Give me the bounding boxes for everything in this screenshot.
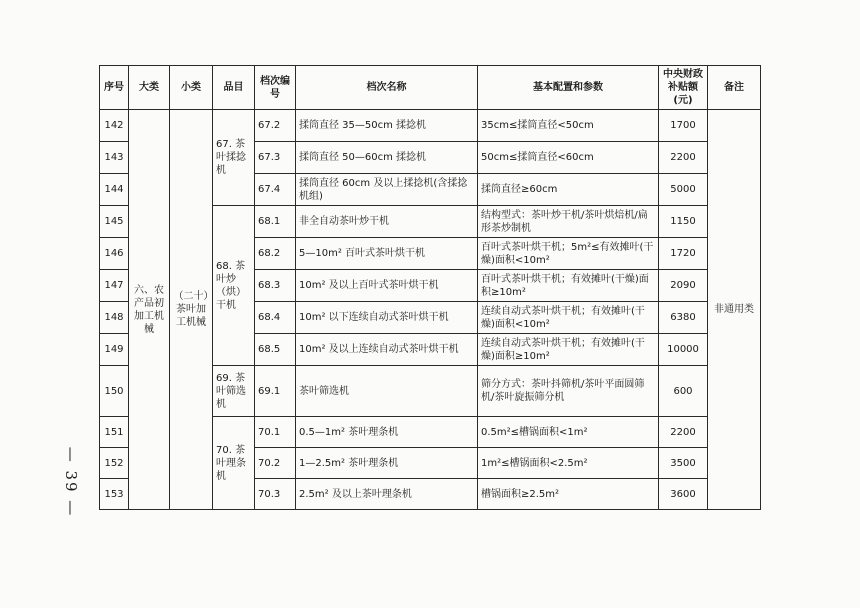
subsidy-cell: 5000 (659, 174, 708, 206)
major-category-cell: 六、农产品初加工机械 (129, 110, 170, 510)
table-row (100, 110, 761, 142)
header-remark: 备注 (708, 66, 761, 110)
grade-name-cell: 茶叶筛选机 (296, 366, 478, 417)
grade-code-cell: 67.4 (255, 174, 296, 206)
grade-name-cell: 10m² 及以上百叶式茶叶烘干机 (296, 270, 478, 302)
subsidy-cell: 2200 (659, 417, 708, 448)
header-config: 基本配置和参数 (478, 66, 659, 110)
subsidy-cell: 2200 (659, 142, 708, 174)
grade-name-cell: 揉筒直径 50—60cm 揉捻机 (296, 142, 478, 174)
grade-name-cell: 10m² 以下连续自动式茶叶烘干机 (296, 302, 478, 334)
config-cell: 百叶式茶叶烘干机；5m²≤有效摊叶(干燥)面积<10m² (478, 238, 659, 270)
subsidy-cell: 10000 (659, 334, 708, 366)
grade-name-cell: 0.5—1m² 茶叶理条机 (296, 417, 478, 448)
seq-cell: 151 (100, 417, 129, 448)
config-cell: 筛分方式：茶叶抖筛机/茶叶平面圆筛机/茶叶旋振筛分机 (478, 366, 659, 417)
header-minor-category: 小类 (170, 66, 213, 110)
seq-cell: 142 (100, 110, 129, 142)
page-number: — 39 — (62, 446, 80, 518)
config-cell: 槽锅面积≥2.5m² (478, 479, 659, 510)
item-cell-70: 70. 茶叶理条机 (213, 417, 255, 510)
header-item: 品目 (213, 66, 255, 110)
grade-code-cell: 68.3 (255, 270, 296, 302)
seq-cell: 148 (100, 302, 129, 334)
header-row (100, 66, 761, 110)
subsidy-cell: 600 (659, 366, 708, 417)
seq-cell: 145 (100, 206, 129, 238)
seq-cell: 153 (100, 479, 129, 510)
grade-code-cell: 68.2 (255, 238, 296, 270)
minor-category-cell: （二十）茶叶加工机械 (170, 110, 213, 510)
grade-name-cell: 非全自动茶叶炒干机 (296, 206, 478, 238)
header-seq: 序号 (100, 66, 129, 110)
grade-code-cell: 68.4 (255, 302, 296, 334)
grade-name-cell: 揉筒直径 35—50cm 揉捻机 (296, 110, 478, 142)
grade-name-cell: 2.5m² 及以上茶叶理条机 (296, 479, 478, 510)
grade-code-cell: 69.1 (255, 366, 296, 417)
header-major-category: 大类 (129, 66, 170, 110)
grade-name-cell: 10m² 及以上连续自动式茶叶烘干机 (296, 334, 478, 366)
grade-name-cell: 1—2.5m² 茶叶理条机 (296, 448, 478, 479)
seq-cell: 144 (100, 174, 129, 206)
subsidy-cell: 1720 (659, 238, 708, 270)
grade-code-cell: 70.3 (255, 479, 296, 510)
config-cell: 连续自动式茶叶烘干机；有效摊叶(干燥)面积<10m² (478, 302, 659, 334)
header-grade-number: 档次编号 (255, 66, 296, 110)
subsidy-table (99, 65, 761, 510)
header-grade-name: 档次名称 (296, 66, 478, 110)
subsidy-cell: 2090 (659, 270, 708, 302)
grade-name-cell: 5—10m² 百叶式茶叶烘干机 (296, 238, 478, 270)
subsidy-cell: 1150 (659, 206, 708, 238)
item-cell-68: 68. 茶叶炒（烘）干机 (213, 206, 255, 366)
item-cell-67: 67. 茶叶揉捻机 (213, 110, 255, 206)
seq-cell: 149 (100, 334, 129, 366)
grade-code-cell: 68.5 (255, 334, 296, 366)
seq-cell: 146 (100, 238, 129, 270)
remark-cell: 非通用类 (708, 110, 761, 510)
config-cell: 结构型式：茶叶炒干机/茶叶烘焙机/扁形茶炒制机 (478, 206, 659, 238)
grade-code-cell: 70.1 (255, 417, 296, 448)
subsidy-cell: 1700 (659, 110, 708, 142)
subsidy-cell: 6380 (659, 302, 708, 334)
config-cell: 1m²≤槽锅面积<2.5m² (478, 448, 659, 479)
config-cell: 连续自动式茶叶烘干机；有效摊叶(干燥)面积≥10m² (478, 334, 659, 366)
grade-code-cell: 68.1 (255, 206, 296, 238)
subsidy-cell: 3500 (659, 448, 708, 479)
item-cell-69: 69. 茶叶筛选机 (213, 366, 255, 417)
grade-code-cell: 67.2 (255, 110, 296, 142)
header-subsidy: 中央财政补贴额(元) (659, 66, 708, 110)
grade-code-cell: 70.2 (255, 448, 296, 479)
config-cell: 百叶式茶叶烘干机；有效摊叶(干燥)面积≥10m² (478, 270, 659, 302)
config-cell: 35cm≤揉筒直径<50cm (478, 110, 659, 142)
config-cell: 揉筒直径≥60cm (478, 174, 659, 206)
config-cell: 50cm≤揉筒直径<60cm (478, 142, 659, 174)
grade-name-cell: 揉筒直径 60cm 及以上揉捻机(含揉捻机组) (296, 174, 478, 206)
seq-cell: 150 (100, 366, 129, 417)
seq-cell: 143 (100, 142, 129, 174)
grade-code-cell: 67.3 (255, 142, 296, 174)
seq-cell: 152 (100, 448, 129, 479)
seq-cell: 147 (100, 270, 129, 302)
subsidy-cell: 3600 (659, 479, 708, 510)
config-cell: 0.5m²≤槽锅面积<1m² (478, 417, 659, 448)
